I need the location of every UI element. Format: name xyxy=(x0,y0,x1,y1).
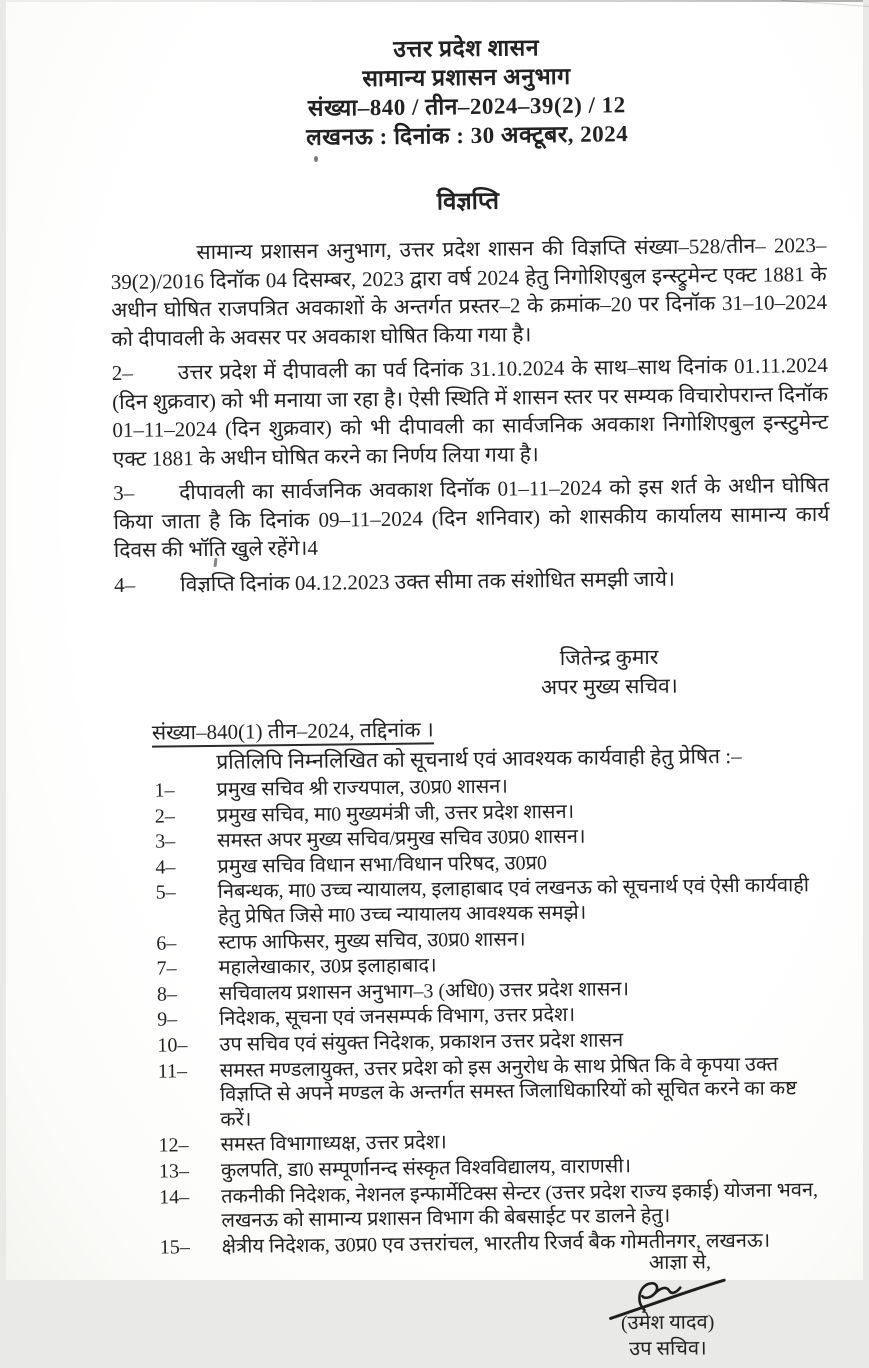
list-item-text: समस्त विभागाध्यक्ष, उत्तर प्रदेश। xyxy=(220,1131,447,1157)
list-item-number: 14– xyxy=(159,1185,190,1209)
list-item-number: 13– xyxy=(158,1160,190,1183)
list-item-number: 12– xyxy=(158,1134,189,1157)
paragraph-2-text: उत्तर प्रदेश में दीपावली का पर्व दिनांक 31.10.2024 के साथ–साथ दिनांक 01.11.2024 (दिन शुक्रवार) को भी मनाया जा रहा है। ऐसी स्थिति में शासन स्तर पर सम्यक विचारोपरान्त दिनॉक 01–11–2024 (दिन शुक्रवार) को भी दीपावली का सार्वजनिक अवकाश निगोशिएबुल इन्स्टुमेन्ट एक्ट 1881 के अधीन घोषित करने का निर्णय लिया गया है। xyxy=(112,352,829,471)
signatory-block xyxy=(499,642,720,702)
paragraph-4 xyxy=(114,562,830,599)
list-item-number: 8– xyxy=(156,983,177,1006)
copy-recipient-list xyxy=(116,771,837,1260)
list-item xyxy=(118,873,835,930)
paragraph-4-number: 4– xyxy=(114,572,136,597)
signatory-title: अपर मुख्य सचिव। xyxy=(540,673,678,700)
place-and-date: लखनऊ : दिनांक : 30 अक्टूबर, 2024 xyxy=(305,121,629,150)
government-name: उत्तर प्रदेश शासन xyxy=(393,35,540,62)
paragraph-3-number: 3– xyxy=(113,480,135,506)
closing-signatory-title: उप सचिव। xyxy=(629,1337,707,1361)
list-item-text: निबन्धक, मा0 उच्च न्यायालय, इलाहाबाद एवं लखनऊ को सूचनार्थ एवं ऐसी कार्यवाही हेतु प्रेषित जिसे मा0 उच्च न्यायालय आवश्यक समझे। xyxy=(217,874,810,928)
paragraph-1 xyxy=(110,231,827,353)
list-item-number: 2– xyxy=(154,804,175,828)
list-item-number: 1– xyxy=(154,779,175,802)
list-item-number: 15– xyxy=(159,1235,190,1259)
list-item-text: प्रमुख सचिव, मा0 मुख्यमंत्री जी, उत्तर प्रदेश शासन। xyxy=(216,800,575,827)
list-item-number: 11– xyxy=(157,1059,188,1083)
paragraph-1-text: सामान्य प्रशासन अनुभाग, उत्तर प्रदेश शासन की विज्ञप्ति संख्या–528/तीन– 2023–39(2)/2016 दिनॉक 04 दिसम्बर, 2023 द्वारा वर्ष 2024 हेतु निगोशिएबुल इन्स्ट्रुमेन्ट एक्ट 1881 के अधीन घोषित राजपत्रित अवकाशों के अन्तर्गत प्रस्तर–2 के क्रमांक–20 पर दिनॉक 31–10–2024 को दीपावली के अवसर पर अवकाश घोषित किया गया है। xyxy=(110,232,828,351)
paragraph-2-number: 2– xyxy=(111,360,133,386)
list-item-text: समस्त अपर मुख्य सचिव/प्रमुख सचिव उ0प्र0 शासन। xyxy=(217,825,586,853)
list-item-number: 5– xyxy=(155,881,176,904)
closing-signature-block xyxy=(562,1249,773,1363)
list-item xyxy=(120,1051,837,1133)
list-item-number: 4– xyxy=(155,856,176,879)
list-item-text: कुलपति, डा0 सम्पूर्णानन्द संस्कृत विश्वविद्यालय, वाराणसी। xyxy=(220,1155,632,1182)
list-item-number: 9– xyxy=(157,1008,178,1031)
closing-signatory-name: (उमेश यादव) xyxy=(620,1311,715,1335)
list-item-text: तकनीकी निदेशक, नेशनल इन्फार्मेटिक्स सेन्टर (उत्तर प्रदेश राज्य इकाई) योजना भवन, लखनऊ को सामान्य प्रशासन विभाग की बेबसाईट पर डालने हेतु। xyxy=(221,1178,819,1232)
paragraph-2 xyxy=(112,351,829,473)
department-name: सामान्य प्रशासन अनुभाग xyxy=(362,63,571,92)
paragraph-4-text: विज्ञप्ति दिनांक 04.12.2023 उक्त सीमा तक संशोधित समझी जाये। xyxy=(180,566,676,596)
document-content xyxy=(108,30,839,1368)
scan-edge-line xyxy=(6,0,863,2)
endorsement-reference xyxy=(116,711,832,747)
list-item-text: क्षेत्रीय निदेशक, उ0प्र0 एव उत्तरांचल, भारतीय रिजर्व बैक गोमतीनगर, लखनऊ। xyxy=(221,1229,771,1258)
notice-title: विज्ञप्ति xyxy=(436,188,500,216)
list-item-text: स्टाफ आफिसर, मुख्य सचिव, उ0प्र0 शासन। xyxy=(218,927,526,954)
paragraph-3-text: दीपावली का सार्वजनिक अवकाश दिनॉक 01–11–2024 को इस शर्त के अधीन घोषित किया जाता है कि दिनांक 09–11–2024 (दिन शनिवार) को शासकीय कार्यालय सामान्य कार्य दिवस की भॉति खुले रहेंगे।4 xyxy=(113,472,830,563)
signatory-name: जितेन्द्र कुमार xyxy=(559,644,659,670)
scanned-document-page xyxy=(6,0,863,1361)
copy-intro-line: प्रतिलिपि निम्नलिखित को सूचनार्थ एवं आवश्यक कार्यवाही हेतु प्रेषित :– xyxy=(216,743,742,774)
list-item-text: महालेखाकार, उ0प्र इलाहाबाद। xyxy=(218,954,437,980)
list-item-number: 6– xyxy=(156,931,177,955)
list-item-number: 7– xyxy=(156,957,177,980)
paragraph-3 xyxy=(113,471,830,565)
list-item-text: प्रमुख सचिव श्री राज्यपाल, उ0प्र0 शासन। xyxy=(216,775,509,801)
list-item-text: सचिवालय प्रशासन अनुभाग–3 (अधि0) उत्तर प्रदेश शासन। xyxy=(218,977,630,1005)
list-item-number: 10– xyxy=(157,1034,188,1057)
list-item-number: 3– xyxy=(155,830,176,853)
list-item-text: समस्त मण्डलायुक्त, उत्तर प्रदेश को इस अनुरोध के साथ प्रेषित कि वे कृपया उक्त विज्ञप्ति से अपने मण्डल के अन्तर्गत समस्त जिलाधिकारियों को सूचित करने का कष्ट करें। xyxy=(219,1053,797,1131)
list-item-text: प्रमुख सचिव विधान सभा/विधान परिषद, उ0प्र0 xyxy=(217,851,548,878)
by-order-text: आज्ञा से, xyxy=(648,1251,712,1275)
letter-number: संख्या–840 / तीन–2024–39(2) / 12 xyxy=(307,92,626,121)
list-item-text: निदेशक, सूचना एवं जनसम्पर्क विभाग, उत्तर प्रदेश। xyxy=(219,1004,576,1031)
list-item-text: उप सचिव एवं संयुक्त निदेशक, प्रकाशन उत्तर प्रदेश शासन xyxy=(219,1029,624,1056)
endorsement-reference-text: संख्या–840(1) तीन–2024, तद्दिनांक । xyxy=(152,717,434,747)
list-item xyxy=(121,1177,838,1234)
